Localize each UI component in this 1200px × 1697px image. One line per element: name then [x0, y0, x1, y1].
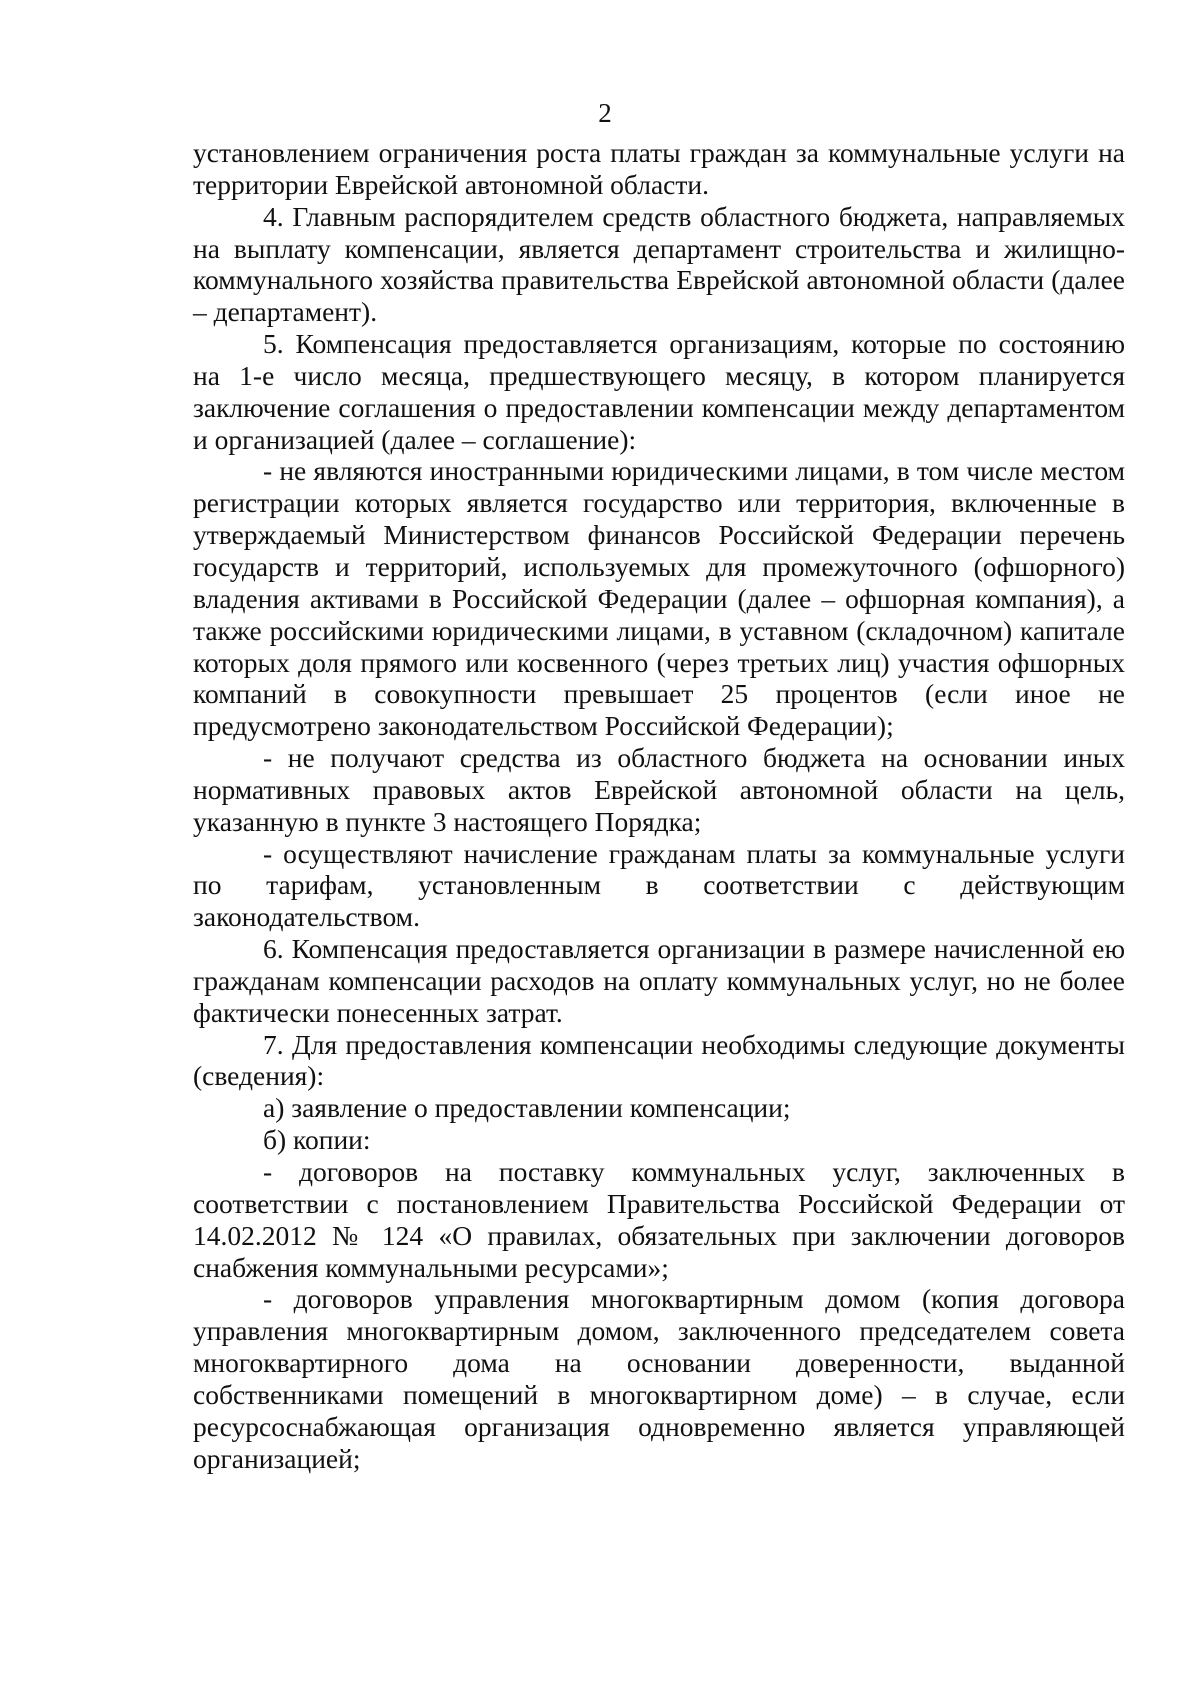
paragraph-4: 4. Главным распорядителем средств областного бюджета, направляемых на выплату компенсации, является департамент строительства и жилищно-коммунального хозяйства правительства Еврейской автономной области (далее – департамент).: [193, 200, 1125, 328]
paragraph-7-item-b: б) копии:: [263, 1124, 371, 1156]
paragraph-5: 5. Компенсация предоставляется организациям, которые по состоянию на 1-е число месяца, предшествующего месяцу, в котором планируется заключение соглашения о предоставлении компенсации между департаментом и организацией (далее – соглашение):: [193, 328, 1125, 455]
paragraph-7-item-b-management: - договоров управления многоквартирным домом (копия договора управления многоквартирным домом, заключенного председателем совета многоквартирного дома на основании доверенности, выданной собственниками помещений в многоквартирном доме) – в случае, если ресурсоснабжающая организация одновременно является управляющей организацией;: [193, 1283, 1125, 1474]
paragraph-5-item-budget: - не получают средства из областного бюджета на основании иных нормативных правовых актов Еврейской автономной области на цель, указанную в пункте 3 настоящего Порядка;: [193, 742, 1125, 837]
paragraph-3-continuation: установлением ограничения роста платы граждан за коммунальные услуги на территории Еврейской автономной области.: [193, 137, 1125, 200]
paragraph-7: 7. Для предоставления компенсации необходимы следующие документы (сведения):: [193, 1028, 1125, 1092]
paragraph-7-item-a: а) заявление о предоставлении компенсации;: [263, 1092, 791, 1124]
paragraph-6: 6. Компенсация предоставляется организации в размере начисленной ею гражданам компенсации расходов на оплату коммунальных услуг, но не более фактически понесенных затрат.: [193, 933, 1125, 1028]
document-body: [193, 137, 1125, 1474]
paragraph-5-item-offshore: - не являются иностранными юридическими лицами, в том числе местом регистрации которых является государство или территория, включенные в утверждаемый Министерством финансов Российской Федерации перечень государств и территорий, используемых для промежуточного (офшорного) владения активами в Российской Федерации (далее – офшорная компания), а также российскими юридическими лицами, в уставном (складочном) капитале которых доля прямого или косвенного (через третьих лиц) участия офшорных компаний в совокупности превышает 25 процентов (если иное не предусмотрено законодательством Российской Федерации);: [193, 455, 1125, 742]
paragraph-7-item-b-contracts: - договоров на поставку коммунальных услуг, заключенных в соответствии с постановлением Правительства Российской Федерации от 14.02.2012 № 124 «О правилах, обязательных при заключении договоров снабжения коммунальными ресурсами»;: [193, 1156, 1125, 1283]
page-number: 2: [598, 98, 612, 128]
paragraph-5-item-tariffs: - осуществляют начисление гражданам платы за коммунальные услуги по тарифам, установленным в соответствии с действующим законодательством.: [193, 837, 1125, 933]
